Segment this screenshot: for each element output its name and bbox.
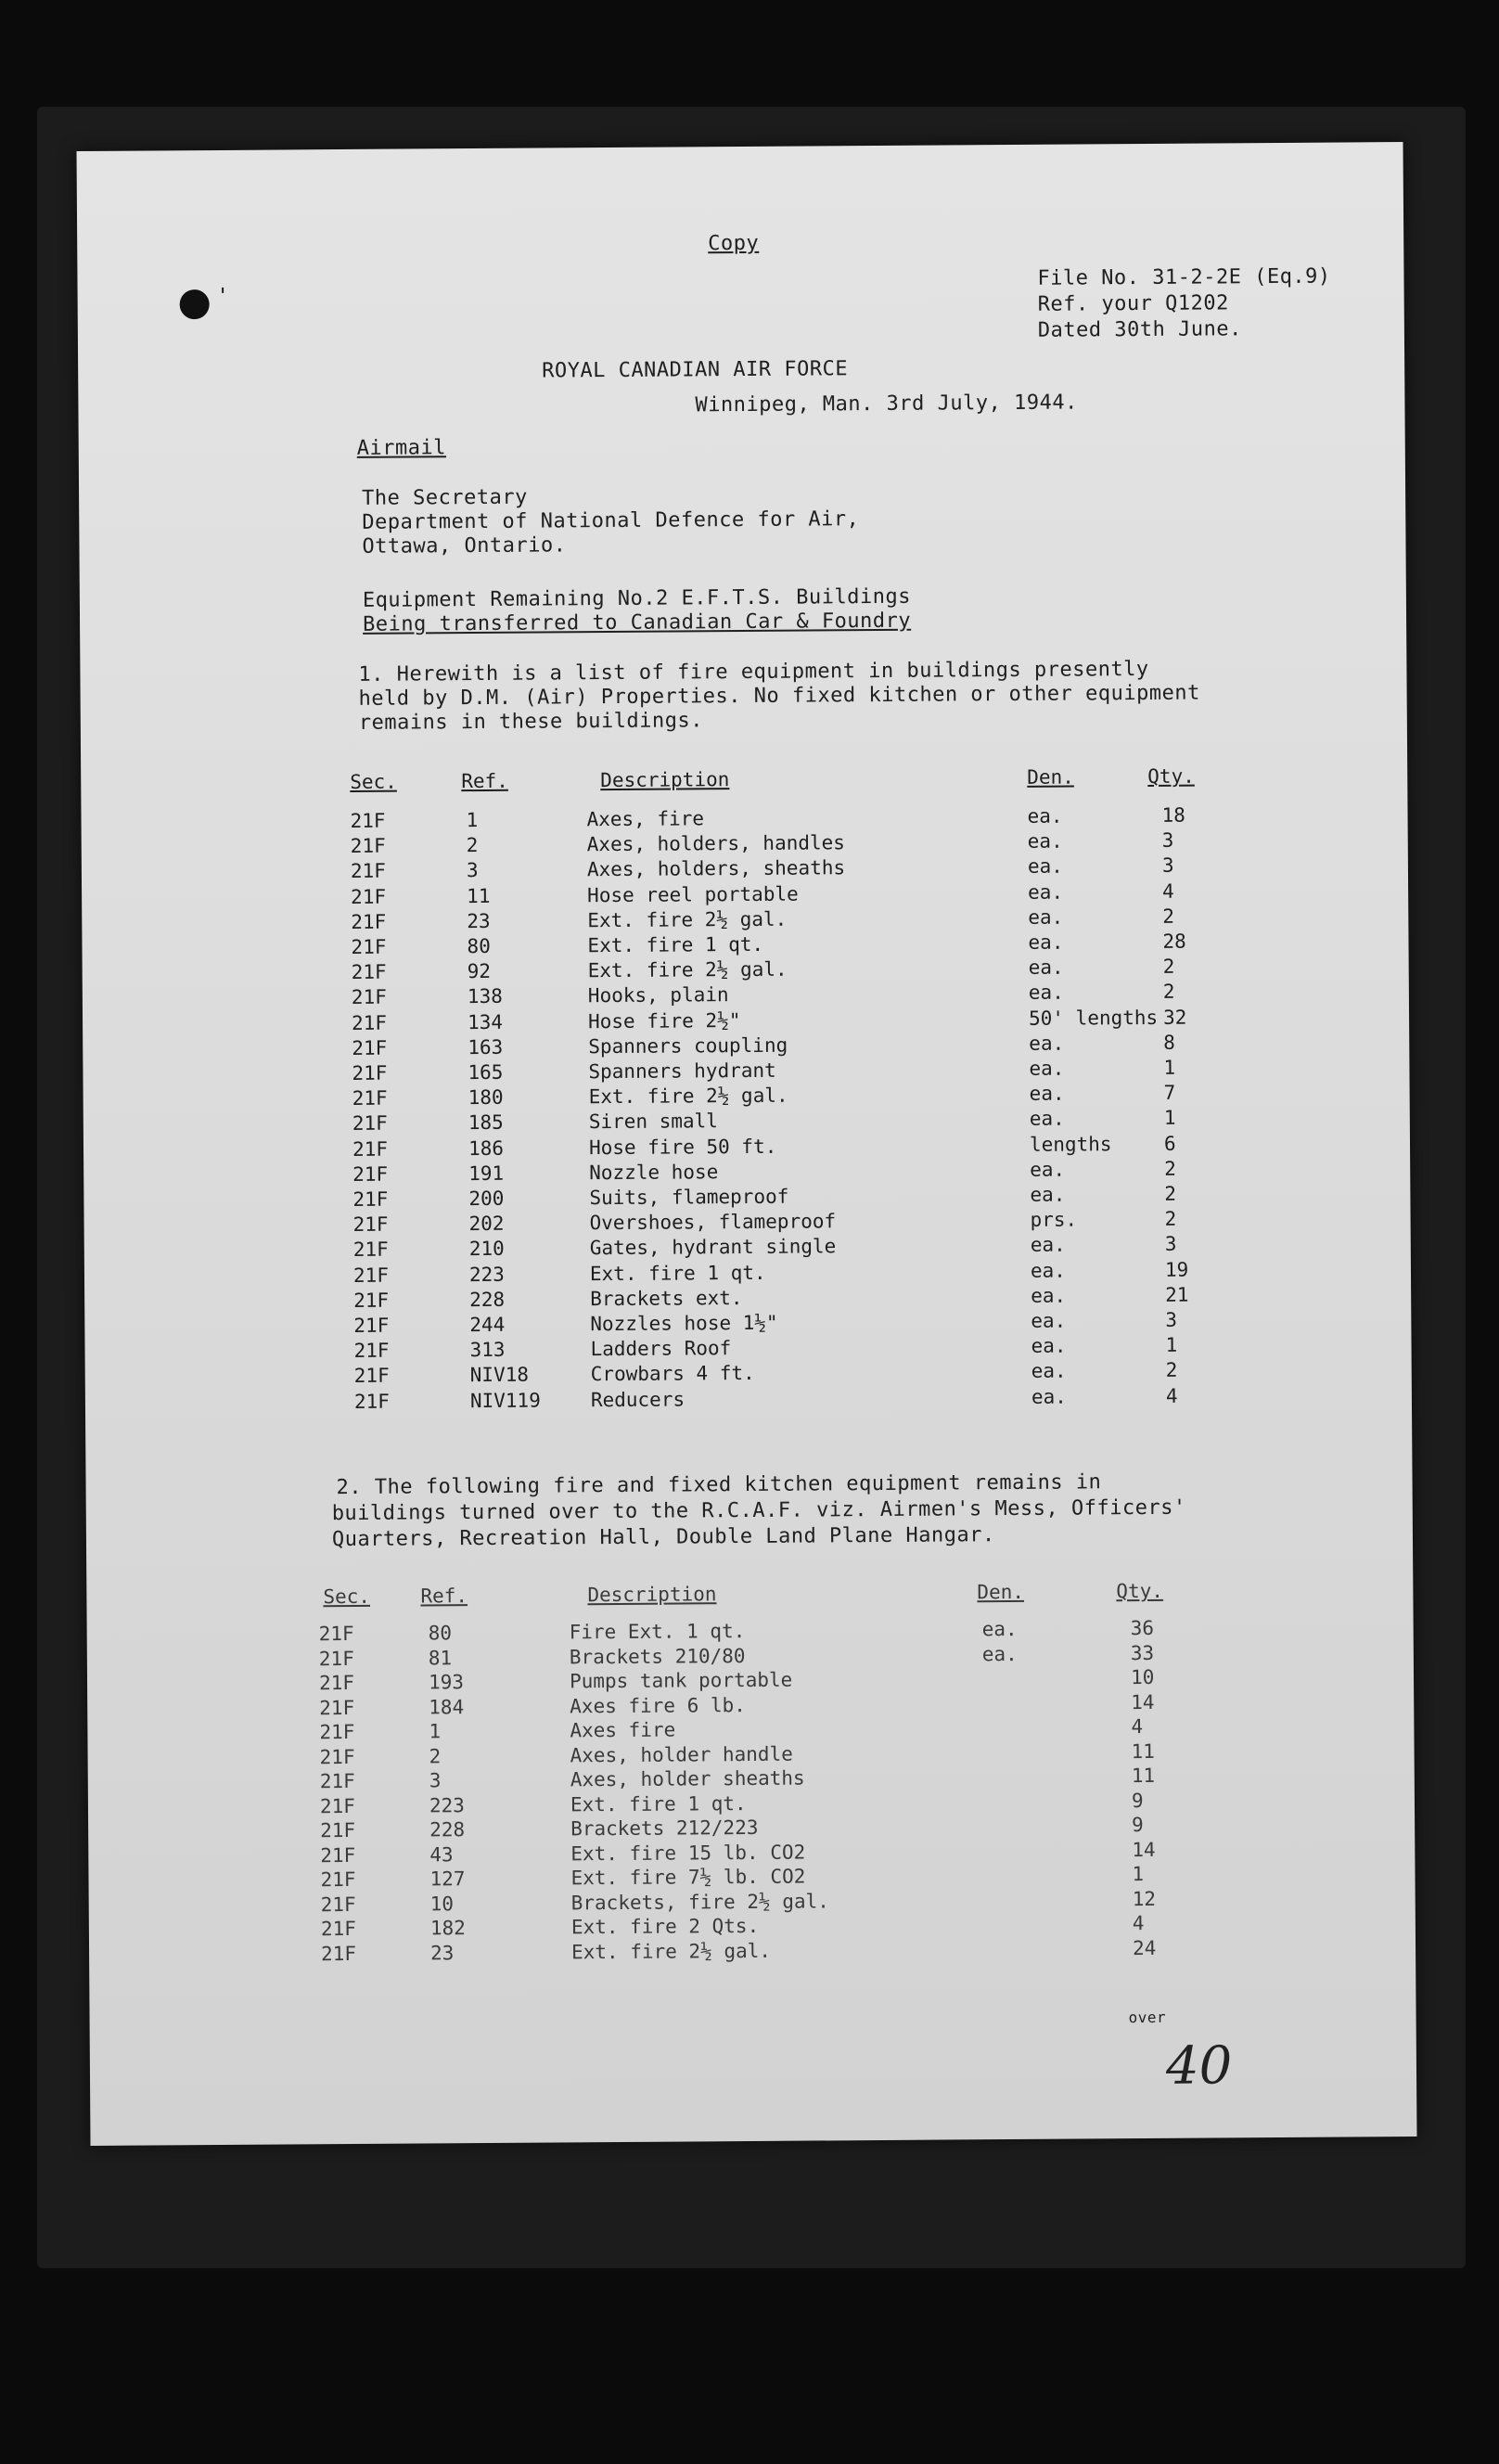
cell-qty: 14 xyxy=(1132,1838,1156,1861)
cell-den: ea. xyxy=(1029,1107,1065,1131)
cell-sec: 21F xyxy=(351,885,387,908)
cell-sec: 21F xyxy=(352,1187,389,1211)
cell-ref: 313 xyxy=(469,1339,506,1362)
table1-header xyxy=(81,764,1407,795)
col-sec-header: Sec. xyxy=(350,770,397,793)
cell-qty: 4 xyxy=(1131,1715,1144,1739)
cell-description: Fire Ext. 1 qt. xyxy=(569,1620,746,1644)
cell-den: ea. xyxy=(1027,804,1063,828)
cell-den: ea. xyxy=(1031,1309,1067,1332)
cell-sec: 21F xyxy=(318,1671,355,1695)
cell-ref: 223 xyxy=(468,1263,505,1286)
cell-ref: 11 xyxy=(467,884,491,907)
cell-qty: 19 xyxy=(1164,1258,1189,1281)
cell-ref: 180 xyxy=(468,1086,504,1110)
cell-description: Axes, holders, sheaths xyxy=(586,856,846,881)
cell-description: Brackets ext. xyxy=(590,1286,743,1310)
cell-sec: 21F xyxy=(352,1112,388,1136)
cell-qty: 9 xyxy=(1132,1814,1144,1837)
cell-den: ea. xyxy=(1031,1385,1067,1408)
cell-sec: 21F xyxy=(351,935,387,958)
cell-sec: 21F xyxy=(350,860,386,883)
cell-den: ea. xyxy=(1029,1082,1065,1106)
reference: Ref. your Q1202 xyxy=(1037,291,1229,316)
para1-line-3: remains in these buildings. xyxy=(358,709,704,735)
cell-qty: 4 xyxy=(1132,1912,1145,1935)
cell-qty: 11 xyxy=(1131,1739,1155,1763)
cell-qty: 3 xyxy=(1161,854,1174,878)
cell-ref: NIV18 xyxy=(469,1364,530,1387)
cell-description: Siren small xyxy=(588,1110,718,1134)
para2-line-2: buildings turned over to the R.C.A.F. viz. Airmen's Mess, Officers' xyxy=(331,1495,1186,1526)
organization-heading: ROYAL CANADIAN AIR FORCE xyxy=(542,357,849,383)
cell-ref: 1 xyxy=(429,1720,442,1743)
cell-description: Hooks, plain xyxy=(587,983,729,1007)
cell-description: Suits, flameproof xyxy=(589,1185,789,1210)
cell-ref: 134 xyxy=(467,1010,504,1033)
cell-qty: 24 xyxy=(1132,1936,1157,1959)
address-line-3: Ottawa, Ontario. xyxy=(362,533,567,558)
cell-qty: 28 xyxy=(1162,930,1186,953)
cell-description: Ladders Roof xyxy=(590,1337,732,1361)
cell-description: Ext. fire 15 lb. CO2 xyxy=(570,1841,806,1865)
cell-den: ea. xyxy=(1031,1359,1067,1383)
cell-sec: 21F xyxy=(319,1720,355,1744)
cell-ref: NIV119 xyxy=(469,1389,541,1412)
cell-ref: 223 xyxy=(429,1793,465,1816)
cell-sec: 21F xyxy=(353,1289,390,1312)
cell-description: Ext. fire 2½ gal. xyxy=(588,1084,788,1109)
cell-den: ea. xyxy=(981,1617,1018,1641)
cell-qty: 14 xyxy=(1131,1690,1155,1713)
cell-qty: 3 xyxy=(1165,1308,1178,1331)
over-note: over xyxy=(1128,2008,1167,2027)
cell-qty: 1 xyxy=(1163,1107,1176,1130)
cell-ref: 228 xyxy=(469,1288,506,1311)
cell-ref: 23 xyxy=(467,909,491,932)
cell-qty: 4 xyxy=(1165,1384,1178,1407)
cell-den: lengths xyxy=(1029,1132,1112,1156)
cell-description: Overshoes, flameproof xyxy=(589,1210,837,1235)
cell-qty: 4 xyxy=(1162,879,1174,903)
cell-ref: 138 xyxy=(467,985,503,1008)
cell-den: ea. xyxy=(1031,1334,1067,1358)
cell-sec: 21F xyxy=(353,1314,390,1337)
cell-ref: 23 xyxy=(429,1941,455,1964)
cell-sec: 21F xyxy=(352,1264,389,1287)
cell-qty: 2 xyxy=(1162,905,1175,928)
cell-qty: 33 xyxy=(1130,1641,1155,1664)
cell-sec: 21F xyxy=(320,1843,356,1867)
col-desc-header: Description xyxy=(600,768,730,792)
cell-qty: 3 xyxy=(1164,1233,1177,1256)
cell-den: ea. xyxy=(1031,1284,1067,1307)
cell-sec: 21F xyxy=(352,1162,389,1186)
address-line-2: Department of National Defence for Air, xyxy=(362,507,860,534)
cell-description: Nozzles hose 1½" xyxy=(590,1311,778,1336)
cell-qty: 6 xyxy=(1163,1132,1176,1155)
cell-sec: 21F xyxy=(319,1794,355,1817)
cell-qty: 10 xyxy=(1130,1665,1155,1689)
cell-qty: 12 xyxy=(1132,1887,1157,1910)
cell-qty: 2 xyxy=(1162,981,1175,1004)
cell-description: Brackets, fire 2½ gal. xyxy=(570,1889,829,1914)
cell-ref: 1 xyxy=(466,809,479,832)
cell-ref: 2 xyxy=(429,1744,442,1767)
table2-header xyxy=(86,1578,1413,1610)
cell-description: Ext. fire 2½ gal. xyxy=(587,907,788,931)
ink-blot xyxy=(180,289,210,319)
cell-description: Ext. fire 1 qt. xyxy=(570,1791,747,1816)
cell-ref: 165 xyxy=(468,1060,504,1084)
cell-ref: 3 xyxy=(466,859,479,882)
cell-ref: 43 xyxy=(429,1842,454,1866)
cell-sec: 21F xyxy=(353,1390,390,1413)
cell-den: prs. xyxy=(1030,1208,1078,1232)
cell-den: ea. xyxy=(1028,905,1064,929)
cell-qty: 3 xyxy=(1161,828,1174,853)
file-number: File No. 31-2-2E (Eq.9) xyxy=(1037,264,1331,290)
cell-den: ea. xyxy=(1028,930,1064,954)
col-den-header: Den. xyxy=(1027,765,1074,789)
cell-ref: 10 xyxy=(429,1892,455,1915)
cell-ref: 244 xyxy=(469,1313,506,1337)
cell-den: ea. xyxy=(1029,1032,1065,1055)
cell-description: Ext. fire 2½ gal. xyxy=(570,1939,772,1963)
cell-description: Ext. fire 1 qt. xyxy=(587,932,764,957)
cell-den: ea. xyxy=(1030,1259,1066,1282)
col-den-header: Den. xyxy=(977,1580,1025,1604)
cell-sec: 21F xyxy=(319,1769,355,1793)
cell-ref: 202 xyxy=(468,1213,505,1236)
cell-ref: 193 xyxy=(428,1671,465,1694)
para1-line-2: held by D.M. (Air) Properties. No fixed kitchen or other equipment xyxy=(358,681,1200,711)
cell-description: Pumps tank portable xyxy=(569,1668,793,1693)
cell-description: Brackets 212/223 xyxy=(570,1816,759,1841)
cell-qty: 36 xyxy=(1130,1616,1155,1640)
col-desc-header: Description xyxy=(587,1583,717,1607)
cell-ref: 92 xyxy=(467,960,492,983)
cell-den: ea. xyxy=(1029,1057,1065,1080)
cell-sec: 21F xyxy=(320,1818,356,1842)
cell-ref: 81 xyxy=(428,1646,453,1669)
cell-description: Ext. fire 1 qt. xyxy=(589,1261,766,1285)
cell-ref: 200 xyxy=(468,1187,505,1211)
cell-qty: 7 xyxy=(1163,1081,1176,1105)
cell-den: ea. xyxy=(1030,1183,1066,1206)
para2-line-3: Quarters, Recreation Hall, Double Land Plane Hangar. xyxy=(331,1523,995,1552)
cell-qty: 11 xyxy=(1131,1764,1156,1788)
cell-den: ea. xyxy=(1030,1233,1066,1257)
cell-sec: 21F xyxy=(352,1086,388,1110)
dated-line: Dated 30th June. xyxy=(1037,317,1242,342)
subject-line-2: Being transferred to Canadian Car & Foundry xyxy=(362,609,912,636)
cell-ref: 80 xyxy=(428,1622,453,1645)
cell-qty: 1 xyxy=(1165,1333,1178,1357)
cell-ref: 184 xyxy=(429,1695,465,1718)
cell-den: 50' lengths xyxy=(1028,1006,1159,1030)
col-qty-header: Qty. xyxy=(1147,764,1195,788)
cell-sec: 21F xyxy=(352,1238,389,1262)
cell-den: ea. xyxy=(1027,855,1063,879)
cell-qty: 2 xyxy=(1164,1207,1177,1231)
cell-description: Hose fire 50 ft. xyxy=(588,1135,777,1159)
cell-description: Nozzle hose xyxy=(589,1161,719,1184)
cell-qty: 1 xyxy=(1132,1863,1145,1886)
punch-mark: ' xyxy=(216,284,229,308)
cell-sec: 21F xyxy=(351,1011,388,1034)
cell-den: ea. xyxy=(1030,1158,1066,1181)
place-date: Winnipeg, Man. 3rd July, 1944. xyxy=(695,391,1078,417)
copy-label: Copy xyxy=(708,231,760,256)
cell-description: Reducers xyxy=(590,1388,685,1411)
cell-sec: 21F xyxy=(350,809,386,832)
cell-sec: 21F xyxy=(353,1365,390,1388)
col-ref-header: Ref. xyxy=(461,769,508,793)
cell-description: Ext. fire 2 Qts. xyxy=(570,1914,760,1939)
cell-sec: 21F xyxy=(320,1942,357,1965)
airmail-label: Airmail xyxy=(356,436,447,460)
cell-description: Crowbars 4 ft. xyxy=(590,1362,755,1386)
cell-qty: 2 xyxy=(1164,1157,1176,1180)
cell-qty: 32 xyxy=(1162,1006,1187,1029)
cell-sec: 21F xyxy=(319,1696,355,1719)
cell-ref: 228 xyxy=(429,1818,466,1842)
subject-line-1: Equipment Remaining No.2 E.F.T.S. Buildings xyxy=(362,584,912,612)
cell-sec: 21F xyxy=(319,1745,355,1768)
cell-qty: 2 xyxy=(1164,1182,1177,1205)
cell-qty: 21 xyxy=(1165,1283,1189,1306)
cell-description: Axes fire xyxy=(570,1718,676,1742)
col-ref-header: Ref. xyxy=(420,1585,468,1608)
handwritten-page-number: 40 xyxy=(1165,2035,1233,2097)
cell-sec: 21F xyxy=(352,1061,388,1084)
cell-sec: 21F xyxy=(352,1213,389,1237)
document-page xyxy=(77,142,1417,2146)
cell-sec: 21F xyxy=(351,986,387,1009)
cell-ref: 2 xyxy=(466,834,479,857)
cell-sec: 21F xyxy=(318,1647,354,1670)
cell-description: Ext. fire 2½ gal. xyxy=(587,957,788,982)
address-line-1: The Secretary xyxy=(362,485,528,510)
cell-description: Axes, holders, handles xyxy=(586,831,845,856)
cell-description: Gates, hydrant single xyxy=(589,1235,837,1260)
cell-description: Ext. fire 7½ lb. CO2 xyxy=(570,1865,806,1890)
cell-description: Brackets 210/80 xyxy=(569,1644,746,1668)
cell-ref: 3 xyxy=(429,1769,442,1792)
cell-sec: 21F xyxy=(351,910,387,933)
cell-ref: 191 xyxy=(468,1161,505,1185)
cell-description: Axes, fire xyxy=(586,807,705,831)
cell-description: Axes, holder handle xyxy=(570,1742,793,1766)
cell-sec: 21F xyxy=(352,1137,389,1161)
cell-description: Spanners coupling xyxy=(588,1033,788,1058)
para2-line-1: 2. The following fire and fixed kitchen equipment remains in xyxy=(336,1470,1102,1500)
cell-sec: 21F xyxy=(320,1893,356,1916)
cell-description: Axes fire 6 lb. xyxy=(570,1693,746,1717)
cell-description: Axes, holder sheaths xyxy=(570,1766,805,1791)
cell-qty: 18 xyxy=(1161,803,1185,827)
cell-den: ea. xyxy=(1027,829,1063,853)
cell-sec: 21F xyxy=(318,1622,354,1646)
para1-line-1: 1. Herewith is a list of fire equipment in buildings presently xyxy=(358,657,1149,687)
cell-den: ea. xyxy=(1028,956,1064,980)
cell-ref: 163 xyxy=(468,1035,504,1059)
cell-den: ea. xyxy=(1028,982,1064,1005)
cell-description: Hose reel portable xyxy=(587,882,799,906)
cell-description: Hose fire 2½" xyxy=(587,1008,741,1033)
cell-sec: 21F xyxy=(320,1867,356,1892)
cell-den: ea. xyxy=(1028,880,1064,904)
cell-ref: 185 xyxy=(468,1111,504,1135)
cell-ref: 182 xyxy=(429,1917,466,1940)
cell-ref: 186 xyxy=(468,1136,505,1160)
cell-sec: 21F xyxy=(320,1917,356,1941)
cell-ref: 80 xyxy=(467,934,491,958)
cell-sec: 21F xyxy=(353,1339,390,1363)
col-sec-header: Sec. xyxy=(323,1585,371,1609)
col-qty-header: Qty. xyxy=(1116,1579,1164,1603)
cell-qty: 2 xyxy=(1162,955,1175,979)
cell-description: Spanners hydrant xyxy=(588,1059,776,1084)
cell-sec: 21F xyxy=(352,1036,388,1059)
cell-sec: 21F xyxy=(351,960,387,984)
cell-den: ea. xyxy=(981,1642,1018,1665)
cell-qty: 2 xyxy=(1165,1359,1178,1382)
cell-qty: 8 xyxy=(1163,1031,1175,1054)
cell-ref: 127 xyxy=(429,1867,466,1891)
cell-sec: 21F xyxy=(350,834,386,858)
cell-qty: 1 xyxy=(1163,1056,1176,1079)
cell-ref: 210 xyxy=(468,1238,505,1261)
cell-qty: 9 xyxy=(1131,1789,1144,1812)
